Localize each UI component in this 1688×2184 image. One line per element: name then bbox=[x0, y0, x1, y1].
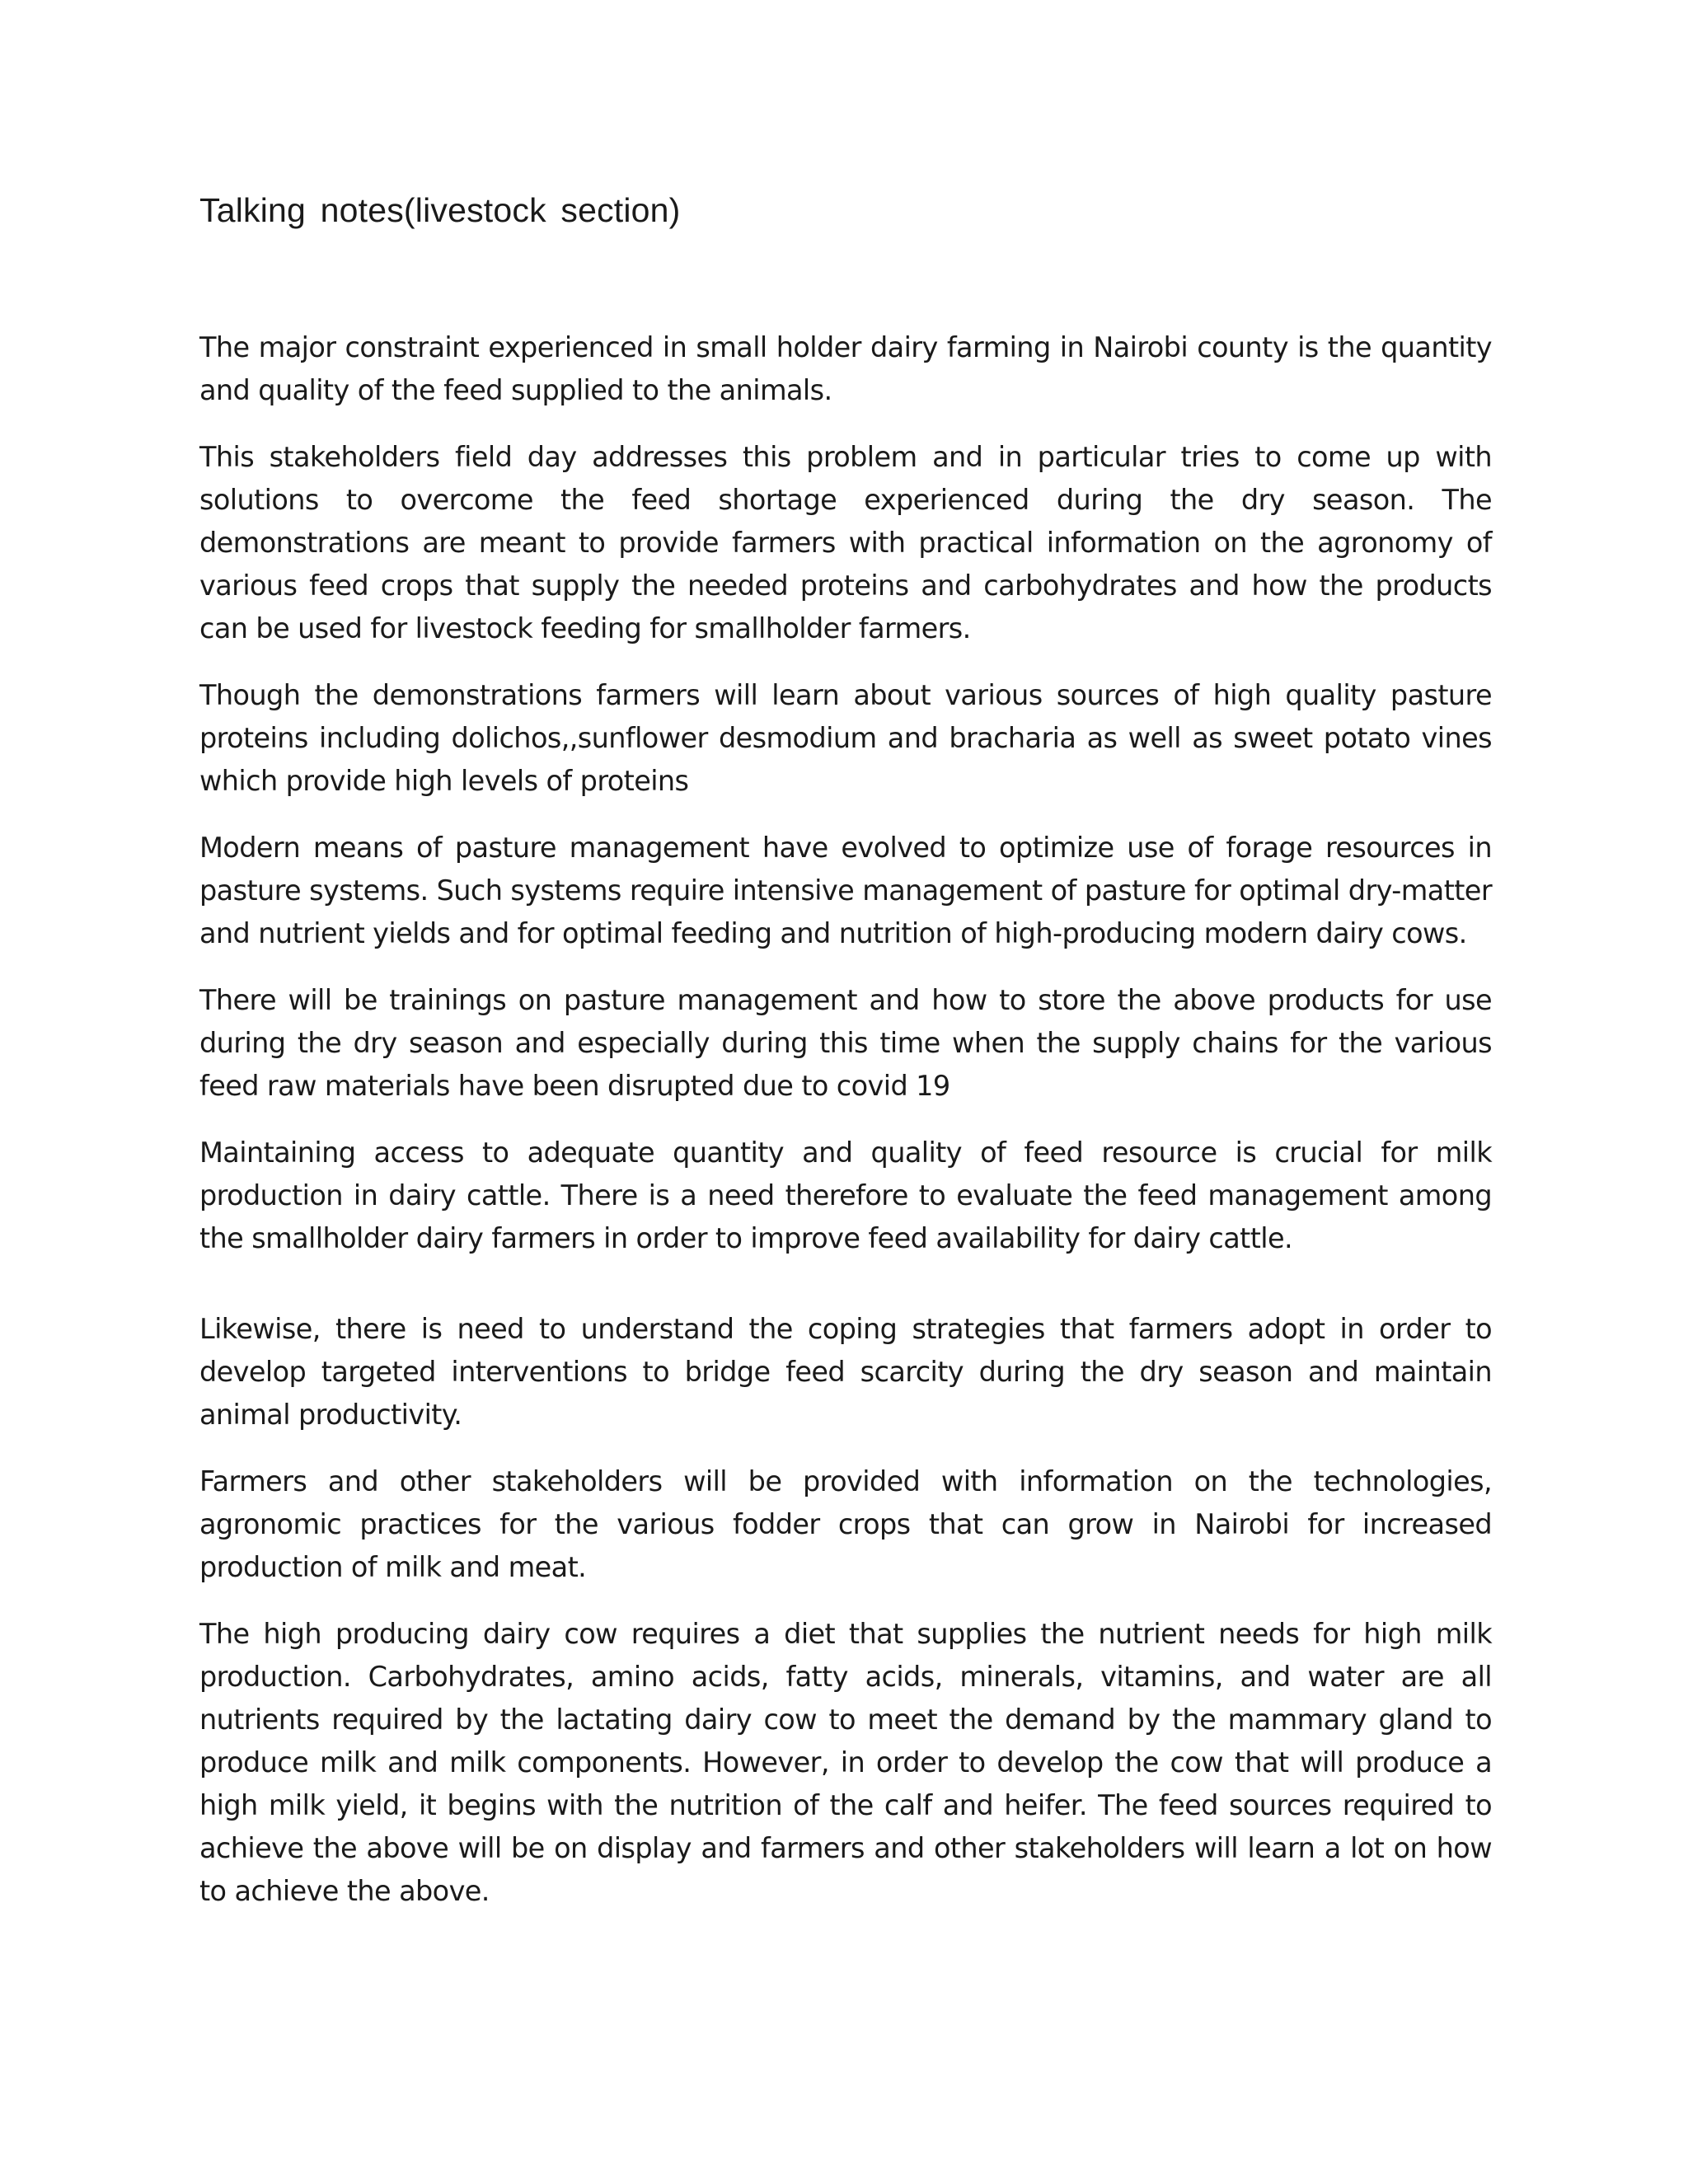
paragraph-7: Likewise, there is need to understand the coping strategies that farmers adopt in order to develop targeted interventions to bridge feed scarcity during the dry season and maintain animal productivity. bbox=[199, 1313, 1492, 1431]
paragraph-5: There will be trainings on pasture management and how to store the above products for use during the dry season and especially during this time when the supply chains for the various feed raw materials have been disrupted due to covid 19 bbox=[199, 984, 1492, 1102]
paragraph-6: Maintaining access to adequate quantity and quality of feed resource is crucial for milk production in dairy cattle. There is a need therefore to evaluate the feed management among the smallholder dairy farmers in order to improve feed availability for dairy cattle. bbox=[199, 1137, 1492, 1254]
paragraph-2: This stakeholders field day addresses this problem and in particular tries to come up with solutions to overcome the feed shortage experienced during the dry season. The demonstrations are meant to provide farmers with practical information on the agronomy of various feed crops that supply the needed proteins and carbohydrates and how the products can be used for livestock feeding for smallholder farmers. bbox=[199, 441, 1492, 644]
paragraph-9: The high producing dairy cow requires a diet that supplies the nutrient needs for high milk production. Carbohydrates, amino acids, fatty acids, minerals, vitamins, and water are all nutrients required by the lactating dairy cow to meet the demand by the mammary gland to produce milk and milk components. However, in order to develop the cow that will produce a high milk yield, it begins with the nutrition of the calf and heifer. The feed sources required to achieve the above will be on display and farmers and other stakeholders will learn a lot on how to achieve the above. bbox=[199, 1618, 1492, 1907]
paragraph-4: Modern means of pasture management have evolved to optimize use of forage resources in pasture systems. Such systems require intensive management of pasture for optimal dry-matter and nutrient yields and for optimal feeding and nutrition of high-producing modern dairy cows. bbox=[199, 832, 1492, 949]
paragraph-1: The major constraint experienced in small holder dairy farming in Nairobi county is the quantity and quality of the feed supplied to the animals. bbox=[199, 331, 1492, 406]
paragraph-3: Though the demonstrations farmers will learn about various sources of high quality pasture proteins including dolichos,,sunflower desmodium and bracharia as well as sweet potato vines which provide high levels of proteins bbox=[199, 679, 1492, 797]
page-title: Talking notes(livestock section) bbox=[199, 191, 681, 229]
document-body bbox=[199, 326, 1492, 1937]
paragraph-8: Farmers and other stakeholders will be provided with information on the technologies, agronomic practices for the various fodder crops that can grow in Nairobi for increased production of milk and meat. bbox=[199, 1465, 1492, 1583]
